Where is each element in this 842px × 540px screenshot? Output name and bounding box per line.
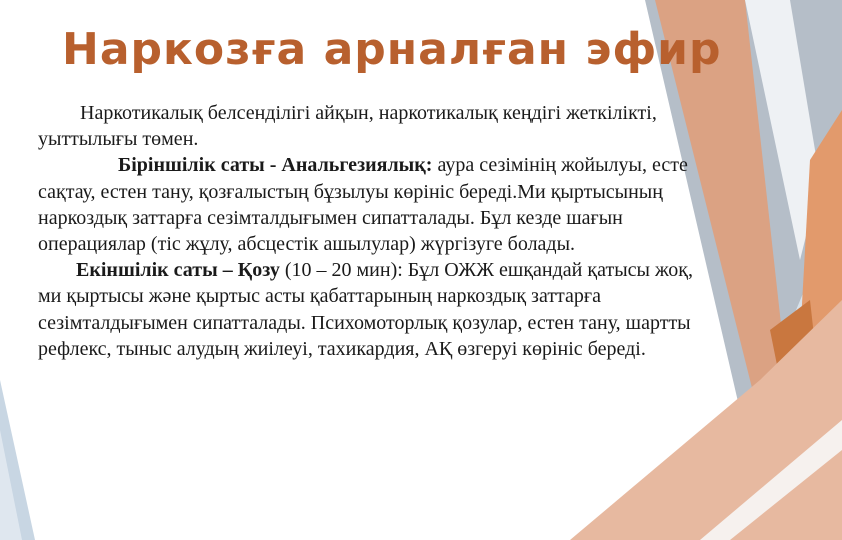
paragraph-stage-one: [38, 152, 718, 257]
slide-title: Наркозға арналған эфир: [62, 24, 722, 75]
stage-two-text: (10 – 20 мин): Бұл ОЖЖ ешқандай қатысы жоқ, ми қыртысы және қыртыс асты қабаттарының наркоздық заттарға сезімталдығымен сипатталады. Психомоторлық қозулар, естен тану, шартты рефлекс, тыныс алудың жиілеуі, тахикардия, АҚ өзгеруі көрініс береді.: [38, 259, 693, 360]
stage-one-text: аура сезімінің жойылуы, есте сақтау, естен тану, қозғалыстың бұзылуы көрініс береді.Ми қыртысының наркоздық заттарға сезімталдығымен сипатталады. Бұл кезде шағын операциялар (тіс жұлу, абсцестік ашылулар) жүргізуге болады.: [38, 154, 688, 256]
paragraph-intro-text: Наркотикалық белсенділігі айқын, наркотикалық кеңдігі жеткілікті, уыттылығы төмен.: [38, 102, 657, 151]
stage-one-heading: Біріншілік саты - Анальгезиялық:: [118, 154, 433, 177]
slide-body: [38, 100, 718, 362]
paragraph-stage-two: [38, 257, 718, 362]
stage-two-heading: Екіншілік саты – Қозу: [76, 259, 280, 282]
paragraph-intro: [38, 100, 718, 152]
